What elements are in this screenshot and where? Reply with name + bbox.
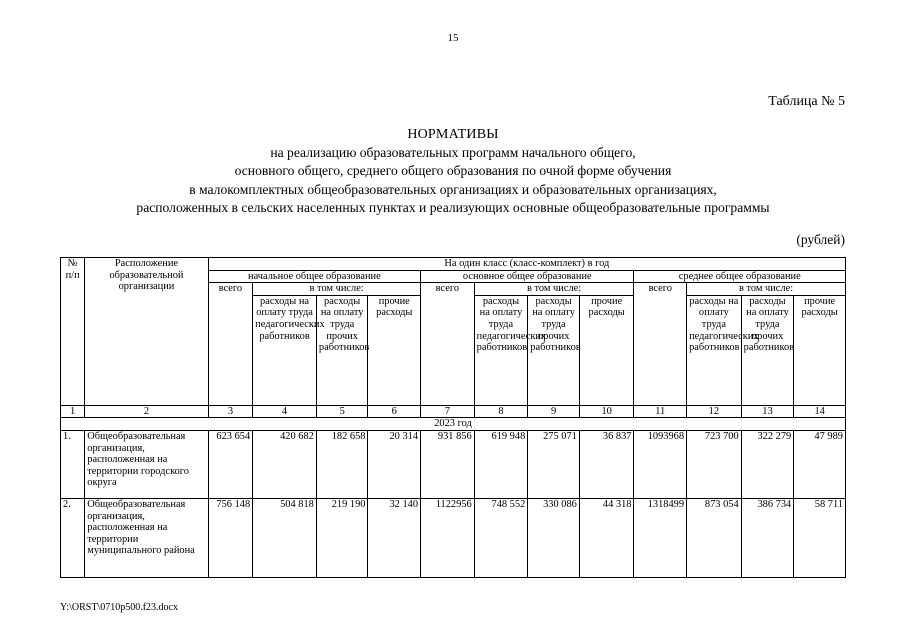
header-other-staff: расходы на оплату труда прочих работников (316, 295, 368, 405)
row-organization: Общеобразовательная организация, расположенная на территории городского округа (85, 430, 208, 498)
row-value: 420 682 (253, 430, 317, 498)
page-number: 15 (447, 32, 459, 44)
header-ped-staff: расходы на оплату труда педагогических работников (687, 295, 742, 405)
row-value: 32 140 (368, 498, 421, 577)
header-ped-staff: расходы на оплату труда педагогических работников (253, 295, 317, 405)
title-line: расположенных в сельских населенных пунктах и реализующих основные общеобразовательные программы (136, 199, 770, 215)
title-line: основного общего, среднего общего образования по очной форме обучения (234, 163, 672, 179)
norms-table (60, 257, 846, 578)
header-total: всего (421, 283, 475, 406)
title-line: на реализацию образовательных программ начального общего, (270, 145, 636, 161)
row-number: 1. (61, 430, 85, 498)
row-value: 504 818 (253, 498, 317, 577)
title-block (60, 126, 846, 217)
row-value: 386 734 (741, 498, 794, 577)
column-number: 1 (61, 405, 85, 418)
column-number: 14 (794, 405, 846, 418)
column-number: 11 (634, 405, 687, 418)
column-number: 9 (528, 405, 580, 418)
header-other-expenses: прочие расходы (368, 295, 421, 405)
header-secondary: среднее общее образование (634, 270, 846, 283)
row-value: 330 086 (528, 498, 580, 577)
year-row (61, 418, 846, 431)
units-label: (рублей) (796, 232, 845, 247)
column-number: 10 (579, 405, 634, 418)
column-number: 6 (368, 405, 421, 418)
column-number: 4 (253, 405, 317, 418)
row-organization: Общеобразовательная организация, расположенная на территории муниципального района (85, 498, 208, 577)
header-total: всего (208, 283, 253, 406)
document-title: НОРМАТИВЫ (407, 127, 499, 142)
file-path-footer: Y:\ORST\0710p500.f23.docx (60, 602, 178, 613)
header-basic: основное общее образование (421, 270, 634, 283)
header-total: всего (634, 283, 687, 406)
row-value: 873 054 (687, 498, 742, 577)
table-label: Таблица № 5 (768, 94, 845, 109)
header-num: № п/п (61, 258, 85, 406)
header-other-staff: расходы на оплату труда прочих работников (528, 295, 580, 405)
header-ped-staff: расходы на оплату труда педагогических работников (474, 295, 528, 405)
header-other-staff: расходы на оплату труда прочих работников (741, 295, 794, 405)
header-other-expenses: прочие расходы (794, 295, 846, 405)
row-number: 2. (61, 498, 85, 577)
column-number: 2 (85, 405, 208, 418)
header-per-class: На один класс (класс-комплект) в год (208, 258, 845, 271)
row-value: 20 314 (368, 430, 421, 498)
column-number: 7 (421, 405, 475, 418)
row-value: 58 711 (794, 498, 846, 577)
table-row (61, 430, 846, 498)
row-value: 47 989 (794, 430, 846, 498)
column-number: 8 (474, 405, 528, 418)
title-line: в малокомплектных общеобразовательных организациях и образовательных организациях, (189, 181, 717, 197)
row-value: 931 856 (421, 430, 475, 498)
row-value: 1318499 (634, 498, 687, 577)
header-including: в том числе: (253, 283, 421, 296)
row-value: 182 658 (316, 430, 368, 498)
header-primary: начальное общее образование (208, 270, 420, 283)
column-number: 3 (208, 405, 253, 418)
column-number: 12 (687, 405, 742, 418)
row-value: 748 552 (474, 498, 528, 577)
column-number: 5 (316, 405, 368, 418)
row-value: 1093968 (634, 430, 687, 498)
row-value: 275 071 (528, 430, 580, 498)
row-value: 36 837 (579, 430, 634, 498)
header-including: в том числе: (687, 283, 846, 296)
table-row (61, 498, 846, 577)
column-number-row (61, 405, 846, 418)
row-value: 723 700 (687, 430, 742, 498)
row-value: 1122956 (421, 498, 475, 577)
header-other-expenses: прочие расходы (579, 295, 634, 405)
row-value: 219 190 (316, 498, 368, 577)
header-including: в том числе: (474, 283, 634, 296)
header-location: Расположение образовательной организации (85, 258, 208, 406)
row-value: 623 654 (208, 430, 253, 498)
column-number: 13 (741, 405, 794, 418)
row-value: 44 318 (579, 498, 634, 577)
year-label: 2023 год (61, 418, 846, 431)
row-value: 756 148 (208, 498, 253, 577)
row-value: 322 279 (741, 430, 794, 498)
row-value: 619 948 (474, 430, 528, 498)
